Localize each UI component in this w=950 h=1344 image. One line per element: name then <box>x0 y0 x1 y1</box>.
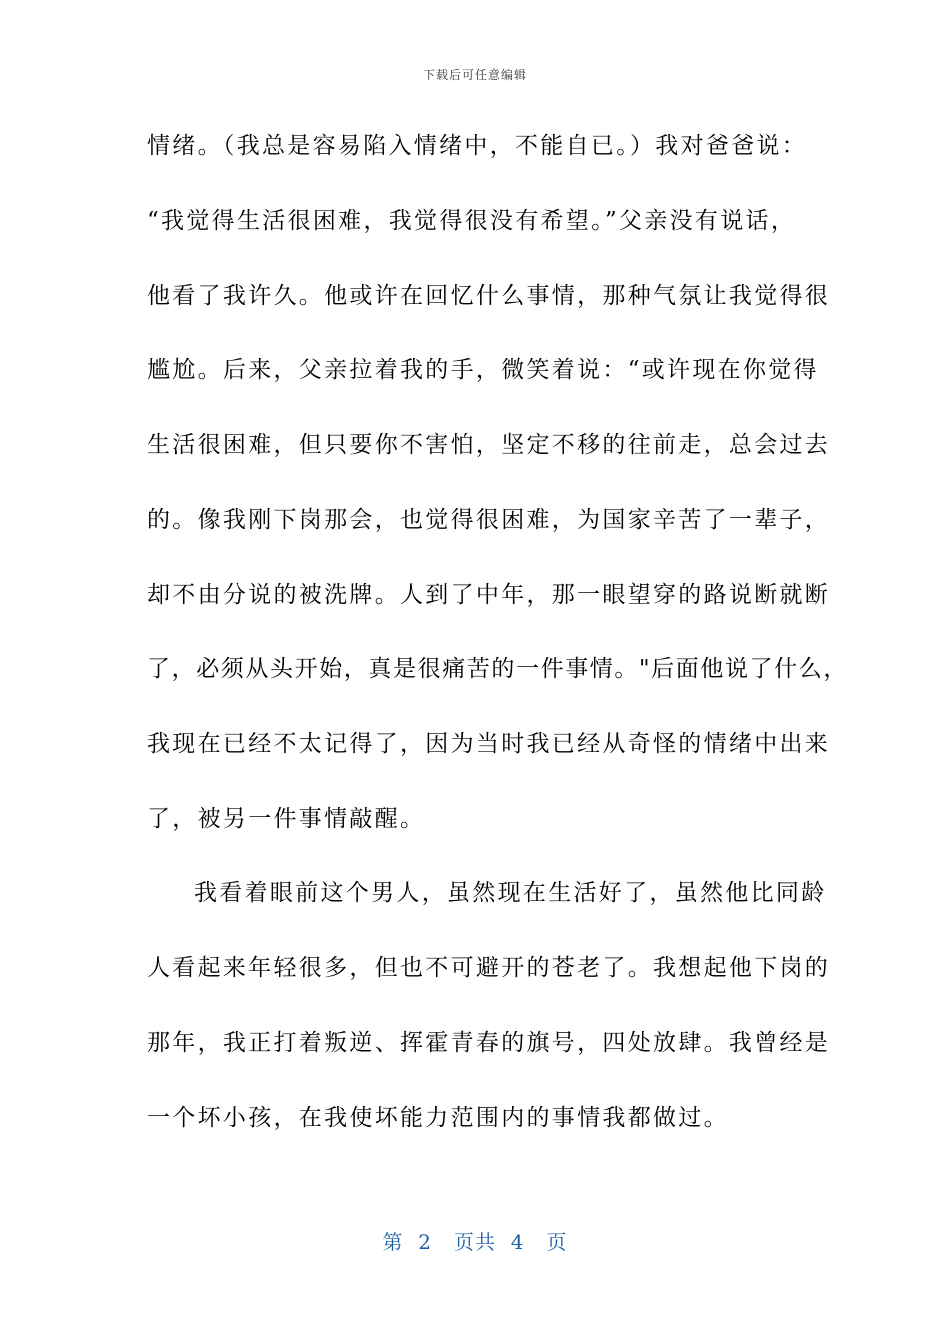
body-line-1: 情绪。（我总是容易陷入情绪中，不能自已。）我对爸爸说： <box>147 133 808 159</box>
body-line-4: 尴尬。后来，父亲拉着我的手，微笑着说：“或许现在你觉得 <box>147 357 819 383</box>
body-line-14: 一个坏小孩，在我使坏能力范围内的事情我都做过。 <box>147 1105 729 1131</box>
body-line-7: 却不由分说的被洗牌。人到了中年，那一眼望穿的路说断就断 <box>147 582 831 608</box>
body-line-9: 我现在已经不太记得了，因为当时我已经从奇怪的情绪中出来 <box>147 731 831 757</box>
body-line-6: 的。像我刚下岗那会，也觉得很困难，为国家辛苦了一辈子， <box>147 507 831 533</box>
page-header: 下载后可任意编辑 <box>422 68 527 82</box>
body-line-13: 那年，我正打着叛逆、挥霍青春的旗号，四处放肆。我曾经是 <box>147 1030 831 1056</box>
body-line-10: 了，被另一件事情敲醒。 <box>147 806 426 832</box>
body-line-2: “我觉得生活很困难，我觉得很没有希望。”父亲没有说话， <box>147 208 797 234</box>
body-line-12: 人看起来年轻很多，但也不可避开的苍老了。我想起他下岗的 <box>147 955 831 981</box>
body-line-3: 他看了我许久。他或许在回忆什么事情，那种气氛让我觉得很 <box>147 283 831 309</box>
page-number-footer: 第 2 页共 4 页 <box>382 1230 568 1254</box>
body-line-8: 了，必须从头开始，真是很痛苦的一件事情。"后面他说了什么， <box>147 656 848 682</box>
body-line-11: 我看着眼前这个男人，虽然现在生活好了，虽然他比同龄 <box>194 880 827 906</box>
body-line-5: 生活很困难，但只要你不害怕，坚定不移的往前走，总会过去 <box>147 432 831 458</box>
